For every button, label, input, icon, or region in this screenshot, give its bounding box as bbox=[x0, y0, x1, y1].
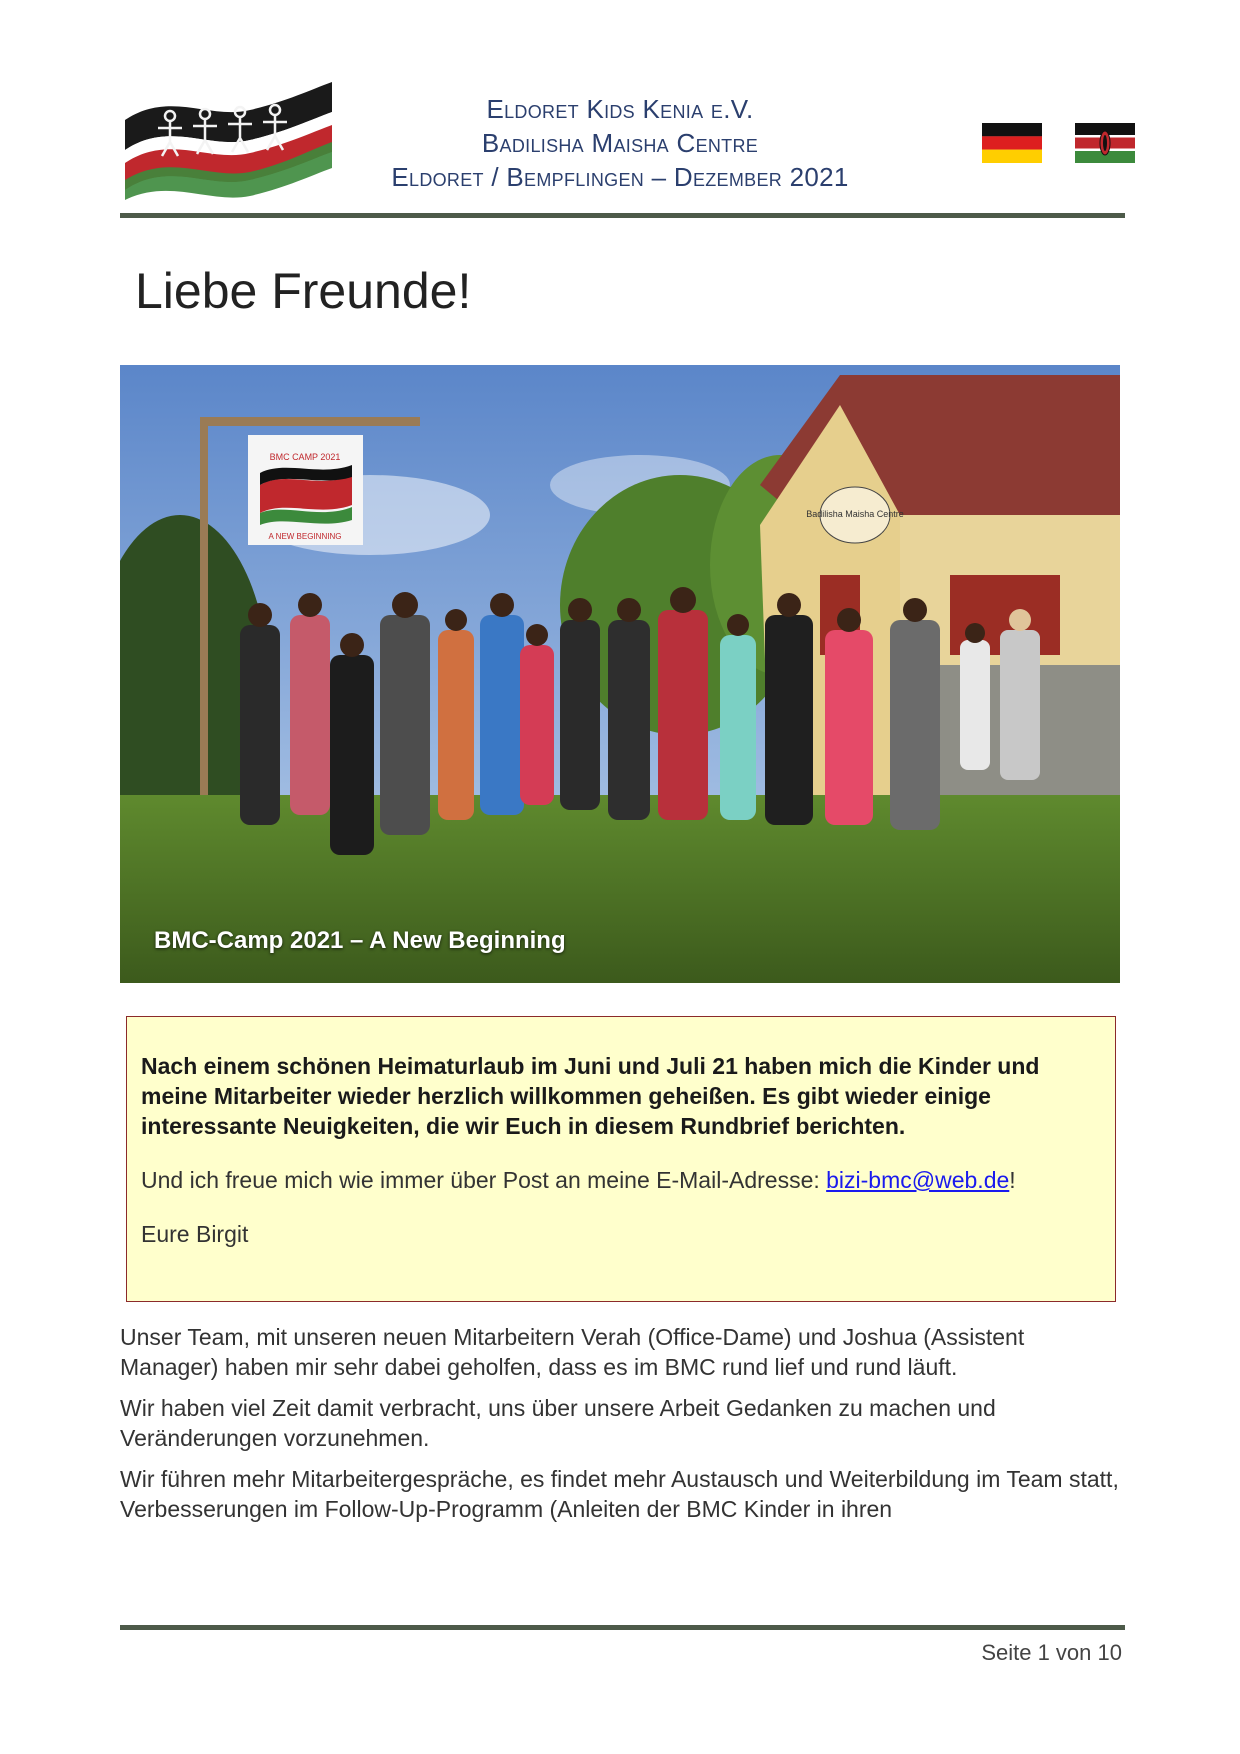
intro-bold-text: Nach einem schönen Heimaturlaub im Juni und Juli 21 haben mich die Kinder und meine Mitarbeiter wieder herzlich willkommen geheißen. Es gibt wieder einige interessante Neuigkeiten, die wir Euch in diesem Rundbrief berichten. bbox=[141, 1053, 1040, 1139]
body-paragraph-3: Wir führen mehr Mitarbeitergespräche, es findet mehr Austausch und Weiterbildung im Team statt, Verbesserungen im Follow-Up-Programm (Anleiten der BMC Kinder in ihren bbox=[120, 1466, 1119, 1522]
kenyan-flag-icon bbox=[1075, 123, 1135, 163]
intro-mail-paragraph bbox=[141, 1165, 1101, 1195]
email-link[interactable]: bizi-bmc@web.de bbox=[826, 1167, 1010, 1193]
greeting-heading: Liebe Freunde! bbox=[135, 263, 472, 319]
body-paragraph-1: Unser Team, mit unseren neuen Mitarbeitern Verah (Office-Dame) und Joshua (Assistent Manager) haben mir sehr dabei geholfen, dass es im BMC rund lief und rund läuft. bbox=[120, 1324, 1025, 1380]
centre-sign-text: Badilisha Maisha Centre bbox=[806, 509, 904, 519]
intro-mail-text: Und ich freue mich wie immer über Post an meine E-Mail-Adresse: bbox=[141, 1167, 827, 1193]
german-flag-icon bbox=[982, 123, 1042, 163]
banner-text-top: BMC CAMP 2021 bbox=[269, 452, 341, 462]
intro-box bbox=[126, 1016, 1116, 1302]
letterhead-line-1: Eldoret Kids Kenia e.V. bbox=[486, 94, 754, 124]
group-photo bbox=[120, 365, 1120, 983]
header-divider bbox=[120, 213, 1125, 218]
letterhead-line-2: Badilisha Maisha Centre bbox=[481, 128, 759, 158]
banner-text-bottom: A NEW BEGINNING bbox=[268, 532, 342, 541]
letterhead bbox=[330, 92, 910, 194]
body-paragraph-2: Wir haben viel Zeit damit verbracht, uns über unsere Arbeit Gedanken zu machen und Veränderungen vorzunehmen. bbox=[120, 1395, 996, 1451]
intro-mail-after: ! bbox=[1009, 1167, 1016, 1193]
footer-divider bbox=[120, 1625, 1125, 1630]
organization-logo bbox=[120, 80, 335, 202]
photo-caption: BMC-Camp 2021 – A New Beginning bbox=[154, 927, 566, 954]
page-number: Seite 1 von 10 bbox=[981, 1640, 1122, 1665]
signature: Eure Birgit bbox=[141, 1221, 249, 1247]
letterhead-line-3: Eldoret / Bempflingen – Dezember 2021 bbox=[391, 162, 849, 192]
